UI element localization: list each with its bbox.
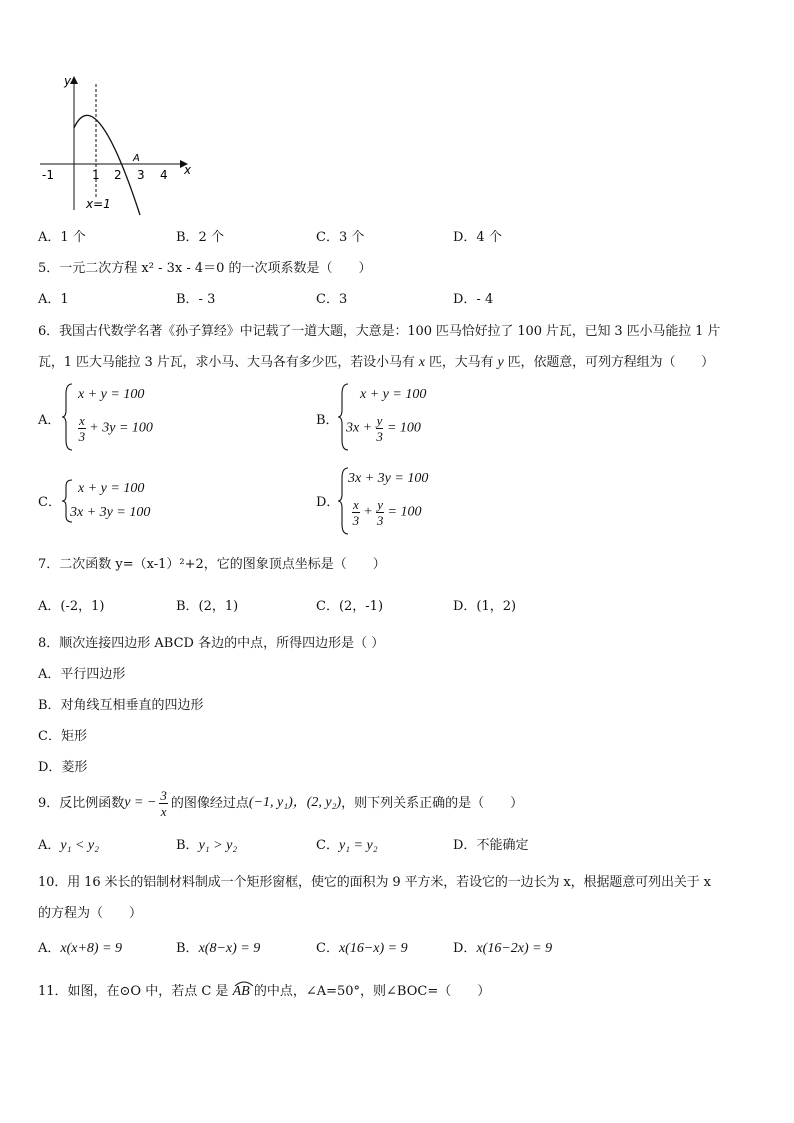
q9-stem: [38, 785, 523, 821]
q6-a-eq1: x + y = 100: [78, 387, 145, 402]
q8-option-c[interactable]: C．矩形: [38, 729, 87, 744]
q10-c-text: x(16−x) = 9: [338, 941, 408, 956]
q4-option-c[interactable]: C．3 个: [316, 230, 365, 245]
q6-c-eq1: x + y = 100: [78, 481, 145, 496]
q9-option-a[interactable]: [38, 839, 99, 853]
q6-d-den2: 3: [376, 513, 384, 528]
tick-neg1: -1: [42, 168, 54, 182]
q6-a-rest: + 3y = 100: [89, 420, 153, 436]
tick-2: 2: [114, 168, 122, 182]
q6-a-num: x: [79, 413, 85, 428]
q6-d-label: D．: [316, 495, 340, 510]
q11-stem: [38, 985, 490, 999]
q9-func-lhs: y = −: [124, 795, 157, 810]
q8-option-b[interactable]: B．对角线互相垂直的四边形: [38, 698, 204, 713]
q6-line2-a: 瓦，1 匹大马能拉 3 片瓦，求小马、大马各有多少匹，若设小马有: [38, 355, 419, 370]
q9-post: ，则下列关系正确的是（ ）: [341, 795, 524, 811]
q7-option-c[interactable]: C．(2，-1): [316, 599, 384, 614]
q10-stem-line1: 10．用 16 米长的铝制材料制成一个矩形窗框，使它的面积为 9 平方米，若设它的一边长为 x，根据题意可列出关于 x: [38, 875, 711, 890]
q6-a-label: A．: [38, 413, 61, 428]
line-label: x=1: [86, 197, 111, 211]
q6-option-b[interactable]: [316, 382, 516, 452]
q6-stem-line2: [38, 356, 714, 370]
q6-b-den: 3: [376, 429, 383, 444]
point-a-label: A: [133, 153, 140, 164]
q5-option-b[interactable]: B．- 3: [176, 292, 216, 307]
q6-d-plus: +: [363, 504, 373, 520]
q6-d-num2: y: [377, 497, 384, 512]
q9-option-c[interactable]: [316, 839, 378, 853]
q6-c-eq2: 3x + 3y = 100: [70, 505, 151, 520]
tick-4: 4: [160, 168, 168, 182]
q5-post: 的一次项系数是（ ）: [224, 261, 372, 276]
q10-option-d[interactable]: [453, 942, 552, 956]
q4-option-b[interactable]: B．2 个: [176, 230, 224, 245]
q10-d-text: x(16−2x) = 9: [476, 941, 553, 956]
q6-option-d[interactable]: [316, 466, 516, 538]
tick-3: 3: [137, 168, 145, 182]
q8-option-d[interactable]: D．菱形: [38, 760, 88, 775]
q6-option-c[interactable]: [38, 476, 238, 526]
q6-d-rest: = 100: [387, 504, 422, 520]
q6-d-num1: x: [353, 497, 359, 512]
parabola-graph: [30, 70, 200, 220]
q10-b-text: x(8−x) = 9: [198, 941, 261, 956]
q6-d-eq2: [352, 498, 421, 527]
q6-b-rest: = 100: [386, 420, 421, 436]
q11-arc-text: AB: [232, 984, 250, 999]
q6-a-brace: [62, 382, 74, 452]
q10-stem-line2: 的方程为（ ）: [38, 906, 143, 921]
y-axis-label: y: [64, 74, 72, 88]
q9-a-label: A．: [38, 838, 61, 853]
x-axis-label: x: [184, 163, 192, 177]
q9-points: (−1, y₁)，(2, y₂): [248, 795, 342, 810]
q11-arc: [233, 985, 250, 999]
q10-option-b[interactable]: [176, 942, 260, 956]
q6-c-label: C．: [38, 495, 61, 510]
q9-c-text: y₁ = y₂: [338, 838, 378, 853]
q6-d-eq1: 3x + 3y = 100: [348, 471, 429, 486]
q6-b-eq1: x + y = 100: [360, 387, 427, 402]
q9-d-label: D．: [453, 838, 477, 853]
q10-option-a[interactable]: [38, 942, 122, 956]
tick-1: 1: [92, 168, 100, 182]
q9-b-text: y₁ > y₂: [198, 838, 238, 853]
q9-b-label: B．: [176, 838, 199, 853]
q7-option-d[interactable]: D．(1，2): [453, 599, 517, 614]
q6-stem-line1: 6．我国古代数学名著《孙子算经》中记载了一道大题，大意是：100 匹马恰好拉了 100 片瓦，已知 3 匹小马能拉 1 片: [38, 324, 721, 339]
q6-d-den1: 3: [352, 513, 360, 528]
q6-b-label: B．: [316, 413, 339, 428]
q6-b-num: y: [376, 413, 383, 428]
q10-a-label: A．: [38, 941, 61, 956]
q4-option-a[interactable]: A．1 个: [38, 230, 86, 245]
q10-c-label: C．: [316, 941, 339, 956]
q7-option-b[interactable]: B．(2，1): [176, 599, 239, 614]
q8-stem: 8．顺次连接四边形 ABCD 各边的中点，所得四边形是（ ）: [38, 636, 385, 651]
q6-b-eq2: [346, 414, 421, 443]
q5-stem: [38, 262, 372, 275]
q6-var-x: x: [418, 355, 425, 370]
q10-b-label: B．: [176, 941, 199, 956]
q5-equation: x² - 3x - 4＝0: [141, 261, 225, 276]
q9-func-den: x: [160, 803, 167, 819]
q9-mid: 的图像经过点: [170, 795, 249, 811]
q9-pre: 9．反比例函数: [38, 795, 125, 811]
q7-stem: 7．二次函数 y=（x-1）²+2，它的图象顶点坐标是（ ）: [38, 557, 386, 572]
q9-d-text: 不能确定: [476, 838, 529, 853]
q11-post: 的中点，∠A=50°，则∠BOC=（ ）: [249, 984, 491, 999]
q5-option-d[interactable]: D．- 4: [453, 292, 494, 307]
q6-a-den: 3: [78, 429, 86, 444]
q6-option-a[interactable]: [38, 382, 238, 452]
q5-pre: 5．一元二次方程: [38, 261, 142, 276]
q6-line2-b: 匹，大马有: [424, 355, 498, 370]
q9-func-num: 3: [160, 787, 167, 803]
q6-line2-c: 匹，依题意，可列方程组为（ ）: [503, 355, 715, 370]
q5-option-a[interactable]: A．1: [38, 292, 69, 307]
q8-option-a[interactable]: A．平行四边形: [38, 667, 126, 682]
q6-b-pre: 3x +: [346, 420, 373, 436]
q9-option-b[interactable]: [176, 839, 237, 853]
q4-option-d[interactable]: D．4 个: [453, 230, 502, 245]
q9-option-d[interactable]: [453, 839, 528, 852]
q10-a-text: x(x+8) = 9: [60, 941, 123, 956]
q10-option-c[interactable]: [316, 942, 408, 956]
q11-pre: 11．如图，在⊙O 中，若点 C 是: [38, 984, 233, 999]
q6-a-eq2: [78, 414, 153, 443]
q6-var-y: y: [497, 355, 504, 370]
q9-a-text: y₁ < y₂: [60, 838, 99, 853]
q5-option-c[interactable]: C．3: [316, 292, 348, 307]
arc-symbol-icon: [233, 979, 255, 987]
q9-c-label: C．: [316, 838, 339, 853]
q10-d-label: D．: [453, 941, 477, 956]
q7-option-a[interactable]: A．(-2，1): [38, 599, 105, 614]
